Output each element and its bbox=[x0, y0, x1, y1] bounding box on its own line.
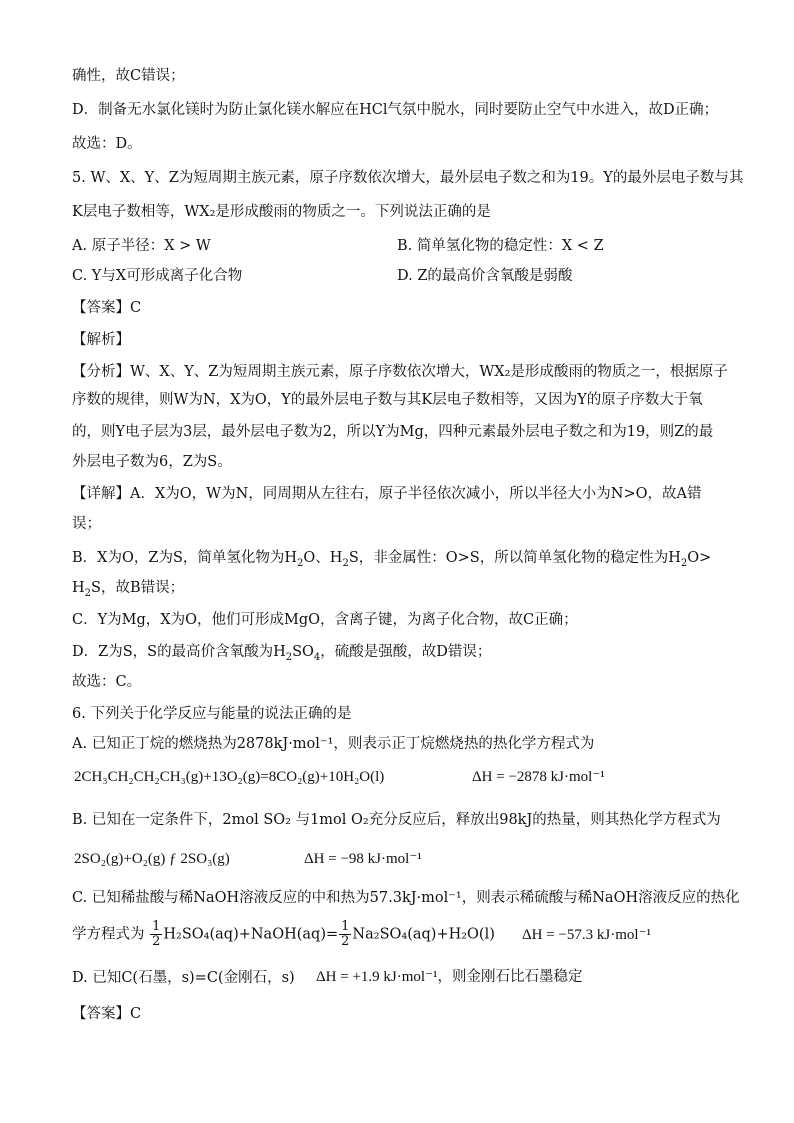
text-span: D．Z为S，S的最高价含氧酸为H bbox=[72, 644, 286, 660]
formula-so2: SO₂ bbox=[263, 812, 291, 828]
text-span: B. 已知在一定条件下，2mol bbox=[72, 812, 264, 828]
equation-b: 2SO₂(g)+O₂(g) ƒ 2SO₃(g) bbox=[74, 851, 230, 867]
option-a: A. 原子半径：X > W bbox=[72, 238, 211, 254]
text-line bbox=[72, 202, 491, 222]
text-line bbox=[72, 362, 728, 382]
option-c: C. Y与X可形成离子化合物 bbox=[72, 268, 243, 284]
text-line: 序数的规律，则W为N，X为O，Y的最外层电子数与其K层电子数相等，又因为Y的原子序数大于氧 bbox=[72, 392, 703, 408]
option-a bbox=[72, 734, 594, 754]
text-line bbox=[72, 578, 184, 604]
text-line bbox=[72, 920, 495, 949]
unit: kJ·mol⁻¹ bbox=[273, 736, 334, 752]
formula-wx2: WX₂ bbox=[184, 204, 216, 220]
subscript: 4 bbox=[313, 651, 321, 663]
text-line: 的，则Y电子层为3层，最外层电子数为2，所以Y为Mg，四种元素最外层电子数之和为19，则Z的最 bbox=[72, 424, 714, 440]
text-span: SO bbox=[292, 644, 314, 660]
text-line: 确性，故C错误； bbox=[72, 68, 185, 84]
text-line: 外层电子数为6，Z为S。 bbox=[72, 454, 232, 470]
text-span: 学方程式为 bbox=[72, 926, 145, 943]
option-b bbox=[72, 810, 721, 830]
equation-c-part1: H₂SO₄(aq)+NaOH(aq)= bbox=[163, 926, 339, 943]
analysis-label: 【解析】 bbox=[72, 332, 130, 348]
answer-label: 【答案】C bbox=[72, 1006, 142, 1022]
delta-h-b: ΔH = −98 kJ·mol⁻¹ bbox=[304, 851, 422, 867]
text-span: ，则表示稀硫酸与稀NaOH溶液反应的热化 bbox=[461, 890, 740, 906]
equation-c-part2: Na₂SO₄(aq)+H₂O(l) bbox=[352, 926, 495, 943]
text-span: S，故B错误； bbox=[91, 580, 185, 596]
fraction: $\frac{1}{2}$ bbox=[341, 919, 350, 949]
text-span: O、H bbox=[303, 550, 343, 566]
text-span: 是形成酸雨的物质之一。下列说法正确的是 bbox=[215, 204, 491, 220]
text-span: 充分反应后，释放出98kJ的热量，则其热化学方程式为 bbox=[368, 812, 721, 828]
formula-o2: O₂ bbox=[351, 812, 369, 828]
subscript: 2 bbox=[342, 557, 349, 569]
text-span: 【分析】W、X、Y、Z为短周期主族元素，原子序数依次增大， bbox=[72, 364, 480, 380]
subscript: 2 bbox=[285, 651, 293, 663]
text-span: O> bbox=[687, 550, 712, 566]
delta-h-d: ΔH = +1.9 kJ·mol⁻¹，则金刚石比石墨稳定 bbox=[316, 969, 583, 985]
text-line: 故选：D。 bbox=[72, 136, 142, 152]
text-line: 故选：C。 bbox=[72, 674, 142, 690]
text-span: D. 已知C(石墨，s)=C(金刚石，s) bbox=[72, 970, 295, 986]
question-6-stem: 6. 下列关于化学反应与能量的说法正确的是 bbox=[72, 706, 352, 722]
text-span: ，则表示正丁烷燃烧热的热化学方程式为 bbox=[333, 736, 595, 752]
text-line bbox=[72, 548, 711, 574]
text-span: B．X为O，Z为S，简单氢化物为H bbox=[72, 550, 298, 566]
text-line: D．制备无水氯化镁时为防止氯化镁水解应在HCl气氛中脱水，同时要防止空气中水进入，故D正确； bbox=[72, 102, 719, 118]
text-line: 【详解】A．X为O，W为N，同周期从左往右，原子半径依次减小，所以半径大小为N>O，故A错 bbox=[72, 486, 702, 502]
text-span: 是形成酸雨的物质之一，根据原子 bbox=[510, 364, 728, 380]
subscript: 2 bbox=[84, 587, 92, 599]
option-d bbox=[72, 968, 295, 988]
answer-label: 【答案】C bbox=[72, 300, 142, 316]
text-span: K层电子数相等， bbox=[72, 204, 185, 220]
option-c bbox=[72, 888, 740, 908]
subscript: 2 bbox=[297, 557, 304, 569]
text-span: 与1mol bbox=[290, 812, 352, 828]
unit: kJ·mol⁻¹ bbox=[401, 890, 462, 906]
fraction: $\frac{1}{2}$ bbox=[152, 919, 161, 949]
option-b: B. 简单氢化物的稳定性：X < Z bbox=[397, 238, 604, 254]
text-line: 误； bbox=[72, 516, 101, 532]
text-span: S，非金属性：O>S，所以简单氢化物的稳定性为H bbox=[348, 550, 681, 566]
text-span: C. 已知稀盐酸与稀NaOH溶液反应的中和热为57.3 bbox=[72, 890, 402, 906]
question-5-stem: 5. W、X、Y、Z为短周期主族元素，原子序数依次增大，最外层电子数之和为19。Y的最外层电子数与其 bbox=[72, 170, 744, 186]
text-span: A. 已知正丁烷的燃烧热为2878 bbox=[72, 736, 274, 752]
text-span: ，硫酸是强酸，故D错误； bbox=[320, 644, 492, 660]
formula-wx2: WX₂ bbox=[479, 364, 511, 380]
option-d: D. Z的最高价含氧酸是弱酸 bbox=[397, 268, 573, 284]
text-span: H bbox=[72, 580, 85, 596]
delta-h-a: ΔH = −2878 kJ·mol⁻¹ bbox=[472, 769, 605, 785]
subscript: 2 bbox=[680, 557, 688, 569]
equation-a: 2CH₃CH₂CH₂CH₃(g)+13O₂(g)=8CO₂(g)+10H₂O(l) bbox=[74, 769, 385, 785]
delta-h-c: ΔH = −57.3 kJ·mol⁻¹ bbox=[522, 927, 651, 943]
text-line bbox=[72, 642, 491, 668]
text-line: C．Y为Mg，X为O，他们可形成MgO，含离子键，为离子化合物，故C正确； bbox=[72, 612, 578, 628]
